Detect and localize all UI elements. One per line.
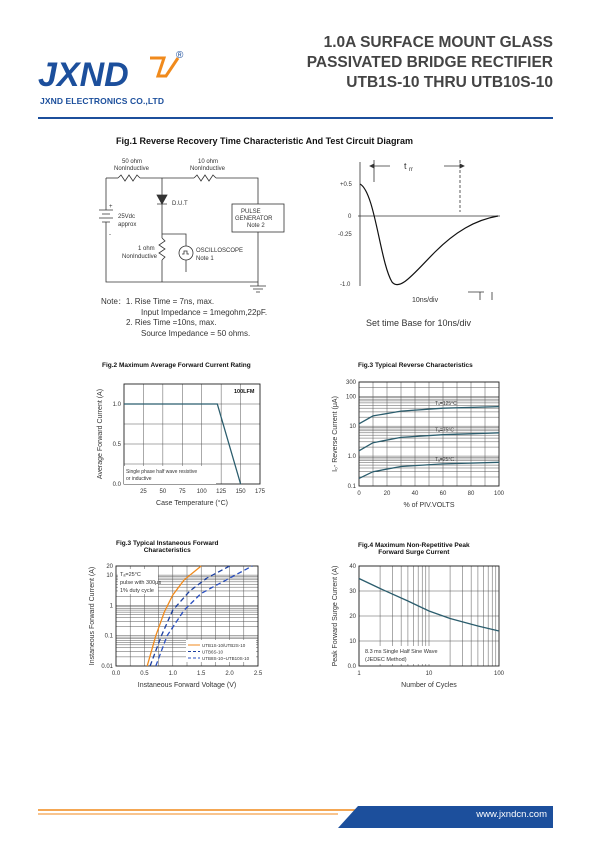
y-tick-label: 30 xyxy=(349,589,356,595)
scope-label-1: OSCILLOSCOPE xyxy=(196,248,244,254)
x-tick-label: 150 xyxy=(235,489,246,495)
annotation: Single phase half wave resistive xyxy=(126,469,198,475)
y-tick-label: 100 xyxy=(345,394,356,401)
x-tick-label: 0 xyxy=(357,491,361,497)
r1-sub: NonInductive xyxy=(114,166,150,172)
x-tick-label: 1.0 xyxy=(168,671,177,677)
annotation: pulse with 300μs xyxy=(120,580,162,586)
annotation: Tₐ=25°C xyxy=(120,572,141,578)
legend-label: UTB1S-10/UTB2S-10 xyxy=(202,643,246,648)
title-line-3: UTB1S-10 THRU UTB10S-10 xyxy=(346,74,553,91)
title-line-2: PASSIVATED BRIDGE RECTIFIER xyxy=(306,54,553,71)
x-axis-label: Instaneous Forward Voltage (V) xyxy=(137,682,237,689)
x-tick-label: 50 xyxy=(159,489,167,495)
r3-sub: NonInductive xyxy=(122,254,158,260)
dut-label: D.U.T xyxy=(172,201,188,207)
header-divider xyxy=(38,117,553,119)
x-tick-label: 100 xyxy=(493,671,505,677)
note-line-2: Input Impedance = 1megohm,22pF. xyxy=(141,307,268,317)
note-line-1: Note：1. Rise Time = 7ns, max. xyxy=(101,297,215,306)
wave-y-plus05: +0.5 xyxy=(340,182,352,188)
x-axis-label: Number of Cycles xyxy=(401,682,457,689)
x-tick-label: 75 xyxy=(178,489,186,495)
annotation: 100LFM xyxy=(234,389,255,395)
x-tick-label: 2.0 xyxy=(225,671,234,677)
x-tick-label: 2.5 xyxy=(253,671,263,677)
y-tick-label: 1.0 xyxy=(347,454,356,461)
x-tick-label: 1 xyxy=(357,671,361,677)
y-tick-label: 0.1 xyxy=(104,633,113,640)
fig4-title-line2: Forward Surge Current xyxy=(378,549,450,556)
trr-sub: rr xyxy=(409,167,413,173)
y-tick-label: 300 xyxy=(345,380,356,386)
x-tick-label: 60 xyxy=(439,491,447,497)
trr-label: t xyxy=(404,161,407,171)
wave-y-minus1: -1.0 xyxy=(340,282,351,288)
recovery-curve xyxy=(360,184,498,285)
note-line-4: Source Impedance = 50 ohms. xyxy=(141,328,251,338)
y-tick-label: 10 xyxy=(349,639,356,645)
x-tick-label: 10 xyxy=(425,671,433,677)
fig3b-chart xyxy=(84,560,276,696)
legend-label: UTB6S-10 xyxy=(202,649,224,655)
pulse-label-2: GENERATOR xyxy=(235,216,273,222)
logo-swoosh xyxy=(150,58,178,76)
fig1-title: Fig.1 Reverse Recovery Time Characteristic And Test Circuit Diagram xyxy=(116,136,413,146)
y-tick-label: 0.0 xyxy=(347,664,356,670)
ground-symbol xyxy=(250,282,266,292)
source-label-2: approx xyxy=(118,222,137,228)
series-label: Tₐ=25°C xyxy=(435,456,455,463)
fig4-chart xyxy=(323,560,513,696)
x-tick-label: 20 xyxy=(383,491,391,497)
source-label-1: 25Vdc xyxy=(118,214,136,220)
legend-label: UTB8S-10~UTB10S-10 xyxy=(202,656,250,661)
r1-label: 50 ohm xyxy=(122,159,143,165)
y-tick-label: 1 xyxy=(109,603,113,610)
y-axis-label: Instaneous Forward Current (A) xyxy=(89,566,96,666)
y-tick-label: 10 xyxy=(106,573,113,580)
wave-y-0: 0 xyxy=(348,214,352,220)
fig4-title-line1: Fig.4 Maximum Non-Repetitive Peak xyxy=(358,542,470,549)
pulse-label-1: PULSE xyxy=(241,209,261,215)
wave-scale: 10ns/div xyxy=(412,297,439,304)
oscilloscope-symbol xyxy=(179,246,193,260)
footer-url-link[interactable]: www.jxndcn.com xyxy=(476,809,547,820)
logo-text: JXND xyxy=(38,56,129,94)
y-tick-label: 40 xyxy=(349,564,356,570)
resistor-50ohm xyxy=(118,175,140,181)
wave-y-minus025: -0.25 xyxy=(338,232,352,238)
r3-label: 1 ohm xyxy=(138,246,155,252)
y-tick-label: 0.5 xyxy=(112,442,121,448)
y-tick-label: 0.01 xyxy=(101,664,113,670)
company-name: JXND ELECTRONICS CO.,LTD xyxy=(40,96,165,106)
y-tick-label: 20 xyxy=(106,564,113,570)
fig4-title xyxy=(358,542,470,556)
source-minus: - xyxy=(109,232,111,238)
x-tick-label: 0.5 xyxy=(140,671,149,677)
fig3-chart xyxy=(323,376,513,513)
y-tick-label: 10 xyxy=(349,424,356,431)
x-tick-label: 1.5 xyxy=(197,671,206,677)
y-tick-label: 0.1 xyxy=(347,484,356,490)
x-tick-label: 0.0 xyxy=(111,671,121,677)
x-tick-label: 40 xyxy=(411,491,419,497)
fig2-title: Fig.2 Maximum Average Forward Current Rating xyxy=(102,362,251,369)
fig2-chart xyxy=(84,378,274,513)
pulse-label-3: Note 2 xyxy=(247,223,265,229)
y-tick-label: 20 xyxy=(349,614,356,620)
note-line-3: 2. Ries Time =10ns, max. xyxy=(126,318,217,327)
x-axis-label: % of PIV.VOLTS xyxy=(403,502,455,509)
fig3-title: Fig.3 Typical Reverse Characteristics xyxy=(358,362,473,369)
fig3b-title-line2: Characteristics xyxy=(143,547,191,554)
series-label: Tₐ=75°C xyxy=(435,427,455,434)
r2-label: 10 ohm xyxy=(198,159,219,165)
series-label: Tₐ=125°C xyxy=(435,401,457,408)
x-tick-label: 125 xyxy=(216,489,227,495)
r2-sub: NonInductive xyxy=(190,166,226,172)
fig3b-title-line1: Fig.3 Typical Instaneous Forward xyxy=(116,540,219,547)
company-logo xyxy=(38,48,188,98)
resistor-1ohm xyxy=(159,238,165,260)
y-tick-label: 1.0 xyxy=(112,402,121,408)
scope-label-2: Note 1 xyxy=(196,256,214,262)
y-axis-label: Peak Forward Surge Current (A) xyxy=(332,565,339,667)
recovery-waveform xyxy=(330,152,510,312)
fig1-notes xyxy=(101,297,267,339)
source-plus: + xyxy=(109,204,113,210)
battery-symbol xyxy=(99,210,113,222)
y-axis-label: Average Forward Current (A) xyxy=(97,388,104,480)
annotation: 1% duty cycle xyxy=(120,588,154,594)
y-axis-label: I₀- Reverse Current (μA) xyxy=(332,396,339,472)
dut-diode xyxy=(157,195,167,204)
annotation: (JEDEC Method) xyxy=(365,657,407,663)
x-tick-label: 100 xyxy=(196,489,207,495)
wave-caption: Set time Base for 10ns/div xyxy=(366,318,472,328)
x-tick-label: 100 xyxy=(493,491,505,497)
registered-mark: ® xyxy=(176,50,184,61)
y-tick-label: 0.0 xyxy=(112,482,121,488)
x-axis-label: Case Temperature (°C) xyxy=(156,500,228,507)
x-tick-label: 175 xyxy=(254,489,266,495)
title-line-1: 1.0A SURFACE MOUNT GLASS xyxy=(323,34,553,51)
annotation: or inductive xyxy=(126,476,152,482)
x-tick-label: 80 xyxy=(467,491,475,497)
x-tick-label: 25 xyxy=(140,489,147,495)
test-circuit-diagram xyxy=(96,150,286,300)
page-title xyxy=(307,33,553,93)
fig3b-title xyxy=(116,540,218,554)
annotation: 8.3 ms Single Half Sine Wave xyxy=(365,649,438,655)
resistor-10ohm xyxy=(194,175,216,181)
